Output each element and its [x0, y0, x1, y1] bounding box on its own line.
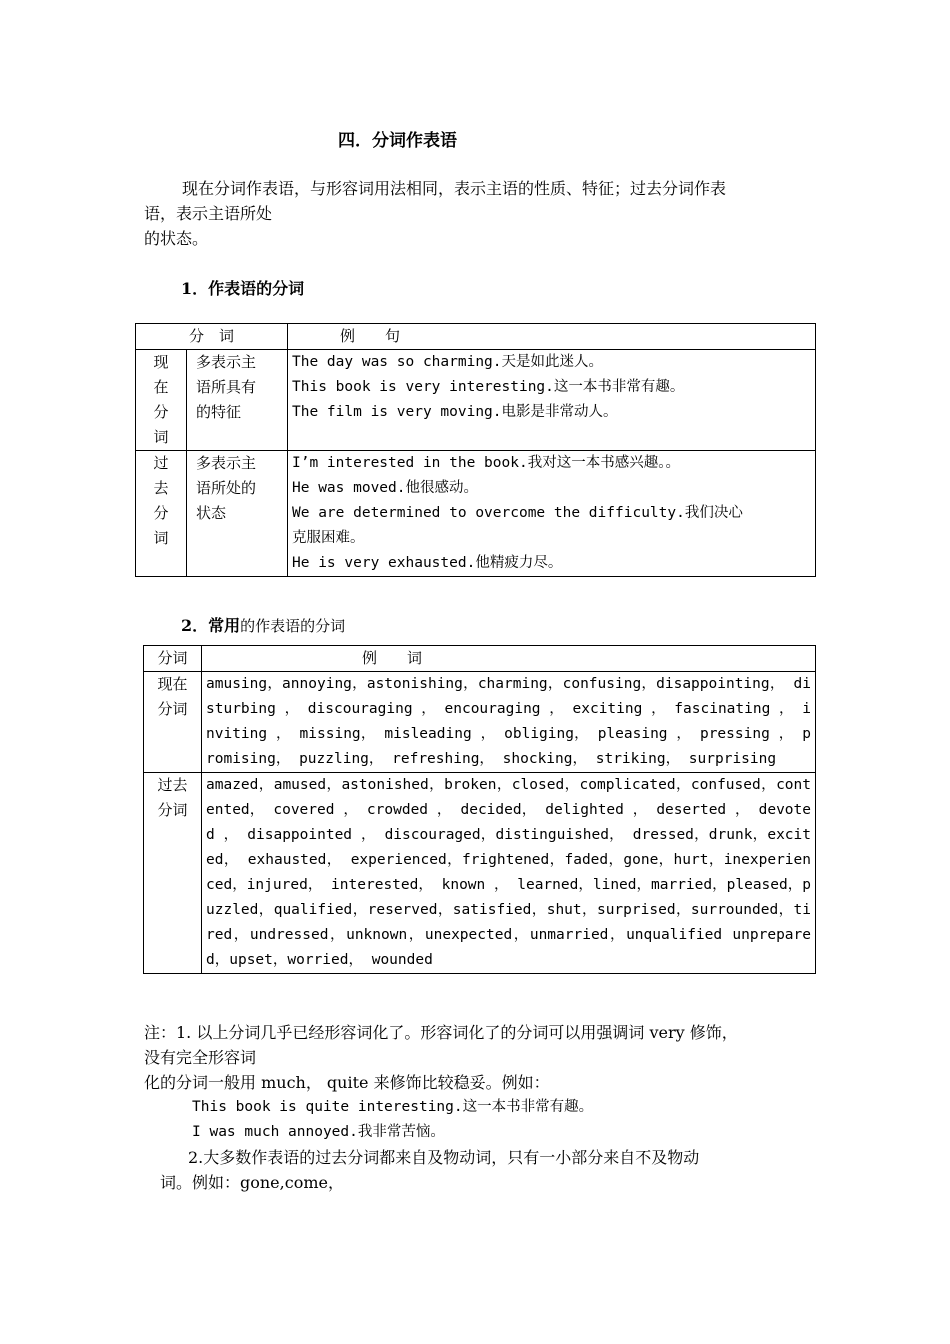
- present-participle-words: amusing，annoying，astonishing，charming，confusing，disappointing， disturbing ， discouraging ， encouraging ， exciting ， fascinating ， inviting ， missing， misleading ， obliging， pleasing ， pressing ， promising， puzzling， refreshing， shocking， striking， surprising: [202, 672, 816, 773]
- intro-line-3: 的状态。: [144, 229, 209, 248]
- note-example-2: I was much annoyed.我非常苦恼。: [192, 1124, 445, 1140]
- subsection-1-heading: 1．作表语的分词: [181, 279, 305, 298]
- notes-block: [144, 1020, 824, 1195]
- row-desc-past: 多表示主 语所处的 状态: [187, 451, 288, 577]
- example-sentence: 克服困难。: [292, 530, 365, 546]
- header-examples: 例 句: [288, 324, 816, 350]
- note-1-line-2: 没有完全形容词: [144, 1048, 257, 1067]
- table-header-row: [144, 646, 816, 672]
- table-row: [144, 773, 816, 974]
- note-1-line-3: 化的分词一般用 much， quite 来修饰比较稳妥。例如：: [144, 1073, 550, 1092]
- participle-examples-table: [135, 323, 816, 577]
- row-type-past: 过去 分词: [144, 773, 202, 974]
- row-type-present: 现 在 分 词: [136, 350, 187, 451]
- intro-paragraph: [144, 176, 816, 251]
- note-1-line-1: 注：1. 以上分词几乎已经形容词化了。形容词化了的分词可以用强调词 very 修饰，: [144, 1023, 738, 1042]
- header-participle: 分 词: [136, 324, 288, 350]
- note-2-line-1: 2.大多数作表语的过去分词都来自及物动词，只有一小部分来自不及物动: [188, 1148, 700, 1167]
- example-sentence: He is very exhausted.他精疲力尽。: [292, 555, 563, 571]
- example-sentence: This book is very interesting.这一本书非常有趣。: [292, 379, 685, 395]
- past-participle-words: amazed，amused，astonished，broken，closed，complicated，confused，contented， covered ， crowded ， decided， delighted ， deserted ， devoted ， disappointed ， discouraged，distinguished， dressed，drunk，excited， exhausted， experienced，frightened，faded，gone，hurt，inexperienced，injured， interested， known ， learned，lined，married，pleased，puzzled，qualified，reserved，satisfied，shut，surprised，surrounded，tired，undressed，unknown，unexpected，unmarried，unqualified unprepared，upset，worried， wounded: [202, 773, 816, 974]
- header-words: 例 词: [202, 646, 816, 672]
- row-type-past: 过 去 分 词: [136, 451, 187, 577]
- subsection-2-heading: [181, 613, 345, 636]
- table-header-row: [136, 324, 816, 350]
- example-sentence: We are determined to overcome the difficulty.我们决心: [292, 505, 743, 521]
- row-type-present: 现在 分词: [144, 672, 202, 773]
- section-title: 四．分词作表语: [338, 131, 457, 151]
- table-row: [136, 451, 816, 577]
- example-sentence: I’m interested in the book.我对这一本书感兴趣。。: [292, 455, 680, 471]
- intro-line-2: 语，表示主语所处: [144, 204, 273, 223]
- note-example-1: This book is quite interesting.这一本书非常有趣。: [192, 1099, 594, 1115]
- row-examples-present: [288, 350, 816, 451]
- common-participles-table: [143, 645, 816, 974]
- subsection-2-heading-bold: 2．常用: [181, 616, 241, 635]
- header-participle: 分词: [144, 646, 202, 672]
- example-sentence: The day was so charming.天是如此迷人。: [292, 354, 604, 370]
- subsection-2-heading-rest: 的作表语的分词: [240, 617, 346, 635]
- intro-line-1: 现在分词作表语，与形容词用法相同，表示主语的性质、特征；过去分词作表: [182, 179, 727, 198]
- example-sentence: He was moved.他很感动。: [292, 480, 478, 496]
- table-row: [136, 350, 816, 451]
- note-2-line-2: 词。例如：gone,come，: [160, 1173, 344, 1192]
- row-desc-present: 多表示主 语所具有 的特征: [187, 350, 288, 451]
- table-row: [144, 672, 816, 773]
- example-sentence: The film is very moving.电影是非常动人。: [292, 404, 618, 420]
- row-examples-past: [288, 451, 816, 577]
